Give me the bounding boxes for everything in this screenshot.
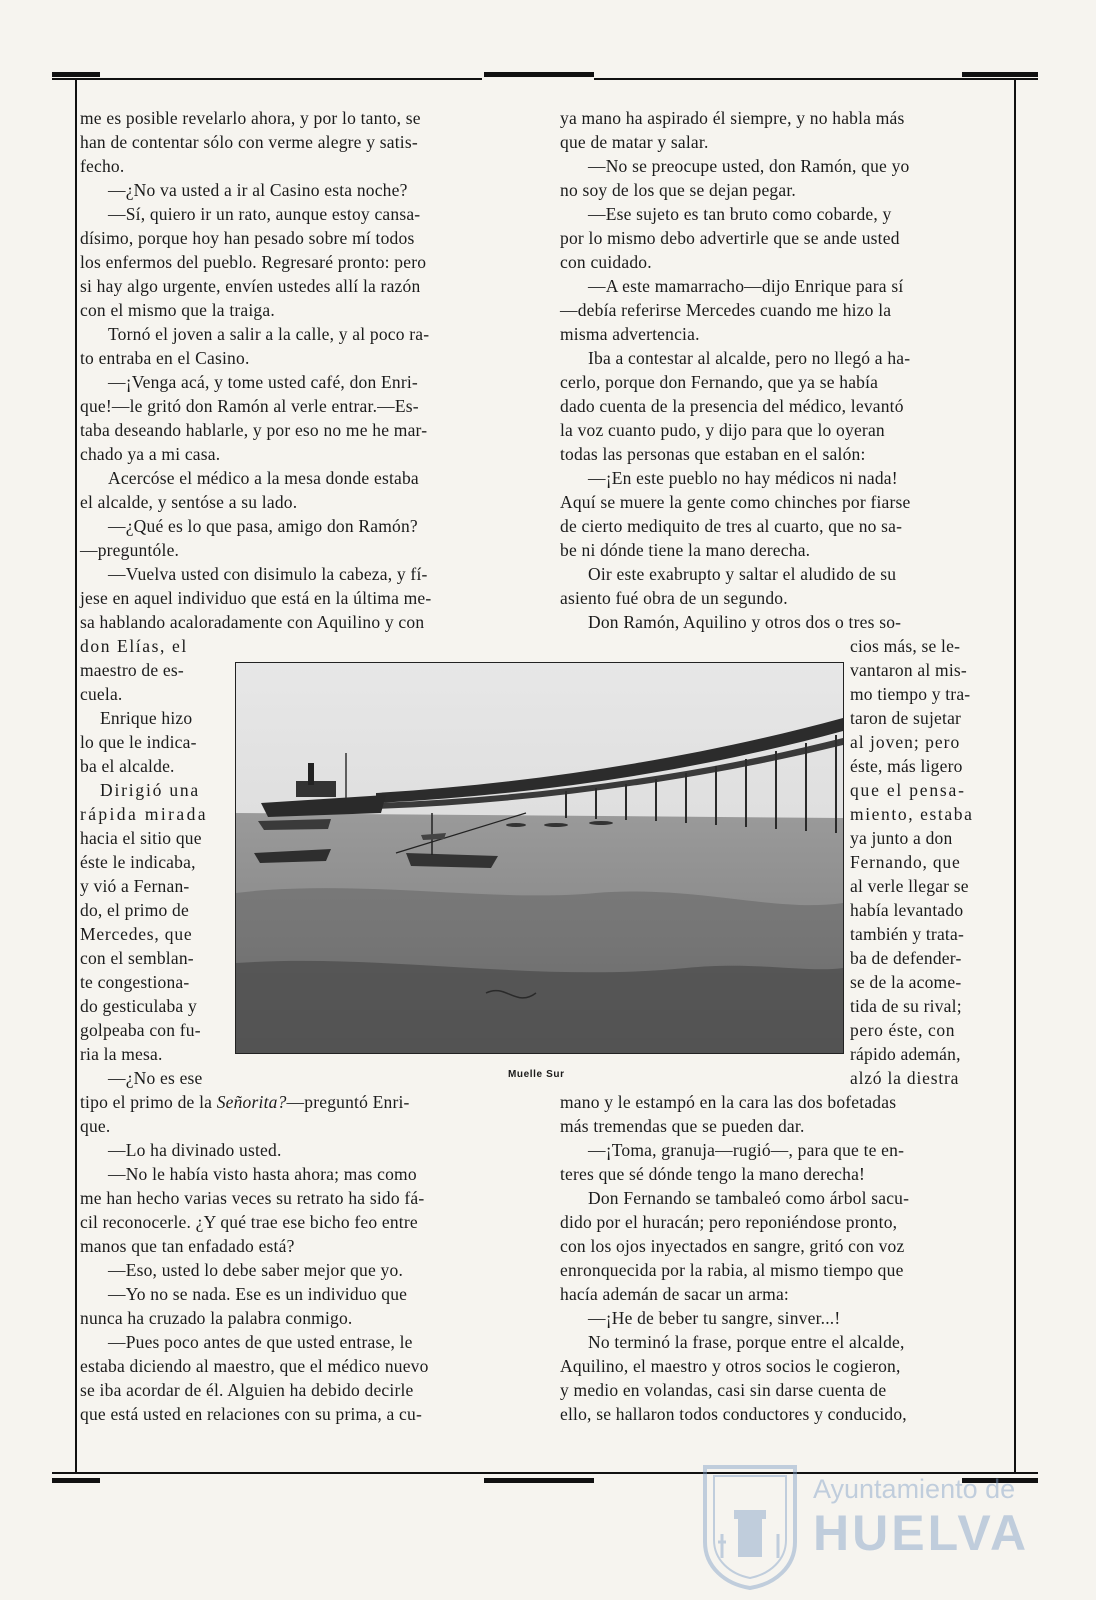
text-line: —Yo no se nada. Ese es un individuo que bbox=[108, 1284, 408, 1304]
top-rule-center bbox=[484, 72, 594, 77]
text-line: tida de su rival; bbox=[850, 996, 962, 1016]
text-line: por lo mismo debo advertirle que se ande usted bbox=[560, 228, 900, 248]
text-line: cerlo, porque don Fernando, que ya se había bbox=[560, 372, 879, 392]
text-line bbox=[80, 1090, 410, 1114]
text-line: los enfermos del pueblo. Regresaré pronto: pero bbox=[80, 252, 427, 272]
text-line: —No le había visto hasta ahora; mas como bbox=[108, 1164, 417, 1184]
text-line: ria la mesa. bbox=[80, 1044, 163, 1064]
text-line: al verle llegar se bbox=[850, 876, 969, 896]
text-line: Acercóse el médico a la mesa donde estaba bbox=[108, 468, 419, 488]
text-line: dado cuenta de la presencia del médico, levantó bbox=[560, 396, 904, 416]
text-line: con el mismo que la traiga. bbox=[80, 300, 275, 320]
text-line: que. bbox=[80, 1116, 111, 1136]
text-line: —¡He de beber tu sangre, sinver...! bbox=[588, 1308, 841, 1328]
text-line: se de la acome- bbox=[850, 972, 962, 992]
text-line: don Elías, el bbox=[80, 636, 188, 656]
text-line: Dirigió una bbox=[100, 780, 200, 800]
text-line: pero éste, con bbox=[850, 1020, 956, 1040]
text-line: si hay algo urgente, envíen ustedes allí la razón bbox=[80, 276, 421, 296]
text-line: —Eso, usted lo debe saber mejor que yo. bbox=[108, 1260, 404, 1280]
text-line: to entraba en el Casino. bbox=[80, 348, 250, 368]
text-line: Don Ramón, Aquilino y otros dos o tres so- bbox=[588, 612, 902, 632]
text-line: sa hablando acaloradamente con Aquilino y con bbox=[80, 612, 425, 632]
text-line: la voz cuanto pudo, y dijo para que lo oyeran bbox=[560, 420, 885, 440]
text-line: cios más, se le- bbox=[850, 636, 961, 656]
text-line: han de contentar sólo con verme alegre y satis- bbox=[80, 132, 418, 152]
text-line: estaba diciendo al maestro, que el médico nuevo bbox=[80, 1356, 429, 1376]
text-line: —Lo ha divinado usted. bbox=[108, 1140, 282, 1160]
text-line: con cuidado. bbox=[560, 252, 652, 272]
text-fragment-italic: Señorita? bbox=[216, 1092, 287, 1112]
text-line: Aquí se muere la gente como chinches por fiarse bbox=[560, 492, 911, 512]
text-line: éste le indicaba, bbox=[80, 852, 196, 872]
text-line: —A este mamarracho—dijo Enrique para sí bbox=[588, 276, 904, 296]
text-line: no soy de los que se dejan pegar. bbox=[560, 180, 796, 200]
top-rule-right-thin bbox=[594, 78, 1038, 80]
text-line: ello, se hallaron todos conductores y conducido, bbox=[560, 1404, 907, 1424]
text-line: —Ese sujeto es tan bruto como cobarde, y bbox=[588, 204, 892, 224]
text-line: el alcalde, y sentóse a su lado. bbox=[80, 492, 298, 512]
text-line: hacía ademán de sacar un arma: bbox=[560, 1284, 789, 1304]
text-line: ba el alcalde. bbox=[80, 756, 175, 776]
text-line: me han hecho varias veces su retrato ha sido fá- bbox=[80, 1188, 425, 1208]
text-line: —Pues poco antes de que usted entrase, le bbox=[108, 1332, 413, 1352]
text-line: más tremendas que se pueden dar. bbox=[560, 1116, 805, 1136]
top-rule-left bbox=[52, 72, 100, 77]
text-line: lo que le indica- bbox=[80, 732, 197, 752]
text-line: chado ya a mi casa. bbox=[80, 444, 221, 464]
text-line: ya junto a don bbox=[850, 828, 953, 848]
top-rule-right bbox=[962, 72, 1038, 77]
text-line: ba de defender- bbox=[850, 948, 962, 968]
text-line: se iba acordar de él. Alguien ha debido decirle bbox=[80, 1380, 414, 1400]
text-line: también y trata- bbox=[850, 924, 964, 944]
text-line: maestro de es- bbox=[80, 660, 184, 680]
text-line: que el pensa- bbox=[850, 780, 966, 800]
text-line: jese en aquel individuo que está en la última me- bbox=[80, 588, 432, 608]
text-line: Mercedes, que bbox=[80, 924, 193, 944]
text-line: enronquecida por la rabia, al mismo tiempo que bbox=[560, 1260, 904, 1280]
text-line: nunca ha cruzado la palabra conmigo. bbox=[80, 1308, 353, 1328]
text-line: fecho. bbox=[80, 156, 125, 176]
text-line: —¡Venga acá, y tome usted café, don Enri- bbox=[108, 372, 418, 392]
text-line: —Sí, quiero ir un rato, aunque estoy cansa- bbox=[108, 204, 421, 224]
text-line: dido por el huracán; pero reponiéndose pronto, bbox=[560, 1212, 898, 1232]
text-line: te congestiona- bbox=[80, 972, 190, 992]
text-line: cil reconocerle. ¿Y qué trae ese bicho feo entre bbox=[80, 1212, 418, 1232]
text-line: había levantado bbox=[850, 900, 964, 920]
text-line: golpeaba con fu- bbox=[80, 1020, 201, 1040]
text-line: be ni dónde tiene la mano derecha. bbox=[560, 540, 811, 560]
text-line: asiento fué obra de un segundo. bbox=[560, 588, 788, 608]
text-line: mano y le estampó en la cara las dos bofetadas bbox=[560, 1092, 897, 1112]
text-line: Oir este exabrupto y saltar el aludido de su bbox=[588, 564, 897, 584]
text-line: Tornó el joven a salir a la calle, y al poco ra- bbox=[108, 324, 430, 344]
top-rule-left-thin bbox=[52, 78, 482, 80]
text-line: mo tiempo y tra- bbox=[850, 684, 971, 704]
text-line: No terminó la frase, porque entre el alcalde, bbox=[588, 1332, 905, 1352]
text-line: alzó la diestra bbox=[850, 1068, 960, 1088]
ayuntamiento-watermark bbox=[700, 1462, 1030, 1592]
right-border bbox=[1014, 80, 1016, 1472]
text-line: taba deseando hablarle, y por eso no me he mar- bbox=[80, 420, 428, 440]
bottom-rule-left bbox=[52, 1478, 100, 1483]
text-line: ya mano ha aspirado él siempre, y no habla más bbox=[560, 108, 905, 128]
text-line: vantaron al mis- bbox=[850, 660, 967, 680]
text-line: —¿No es ese bbox=[108, 1068, 203, 1088]
text-line: —¡En este pueblo no hay médicos ni nada! bbox=[588, 468, 898, 488]
city-seal-icon bbox=[700, 1462, 800, 1590]
bottom-rule-center bbox=[484, 1478, 594, 1483]
text-line: Don Fernando se tambaleó como árbol sacu- bbox=[588, 1188, 910, 1208]
text-line: manos que tan enfadado está? bbox=[80, 1236, 295, 1256]
text-line: y vió a Fernan- bbox=[80, 876, 190, 896]
text-line: teres que sé dónde tengo la mano derecha! bbox=[560, 1164, 866, 1184]
text-line: miento, estaba bbox=[850, 804, 974, 824]
text-line: —¿Qué es lo que pasa, amigo don Ramón? bbox=[108, 516, 418, 536]
text-line: Iba a contestar al alcalde, pero no llegó a ha- bbox=[588, 348, 911, 368]
text-line: —¡Toma, granuja—rugió—, para que te en- bbox=[588, 1140, 905, 1160]
text-line: taron de sujetar bbox=[850, 708, 962, 728]
text-line: Enrique hizo bbox=[100, 708, 193, 728]
text-line: do, el primo de bbox=[80, 900, 189, 920]
text-line: me es posible revelarlo ahora, y por lo tanto, se bbox=[80, 108, 421, 128]
text-line: —Vuelva usted con disimulo la cabeza, y fí- bbox=[108, 564, 428, 584]
text-line: al joven; pero bbox=[850, 732, 961, 752]
text-line: y medio en volandas, casi sin darse cuenta de bbox=[560, 1380, 887, 1400]
text-line: dísimo, porque hoy han pesado sobre mí todos bbox=[80, 228, 415, 248]
text-line: Aquilino, el maestro y otros socios le cogieron, bbox=[560, 1356, 901, 1376]
harbor-photo bbox=[235, 662, 844, 1054]
watermark-line2: HUELVA bbox=[813, 1505, 1030, 1561]
text-line: rápido ademán, bbox=[850, 1044, 961, 1064]
text-line: misma advertencia. bbox=[560, 324, 700, 344]
text-line: que está usted en relaciones con su prima, a cu- bbox=[80, 1404, 422, 1424]
photo-caption: Muelle Sur bbox=[508, 1069, 565, 1080]
text-line: con los ojos inyectados en sangre, gritó con voz bbox=[560, 1236, 905, 1256]
text-line: —No se preocupe usted, don Ramón, que yo bbox=[588, 156, 910, 176]
text-line: rápida mirada bbox=[80, 804, 208, 824]
left-border bbox=[75, 80, 77, 1472]
text-line: que de matar y salar. bbox=[560, 132, 709, 152]
text-line: éste, más ligero bbox=[850, 756, 963, 776]
watermark-line1: Ayuntamiento de bbox=[813, 1474, 1016, 1504]
text-line: cuela. bbox=[80, 684, 123, 704]
text-line: con el semblan- bbox=[80, 948, 194, 968]
text-fragment: tipo el primo de la bbox=[80, 1092, 213, 1112]
text-line: do gesticulaba y bbox=[80, 996, 197, 1016]
text-line: —debía referirse Mercedes cuando me hizo la bbox=[560, 300, 892, 320]
text-line: —¿No va usted a ir al Casino esta noche? bbox=[108, 180, 408, 200]
text-line: todas las personas que estaban en el salón: bbox=[560, 444, 866, 464]
text-fragment: —preguntó Enri- bbox=[286, 1092, 410, 1112]
text-line: de cierto mediquito de tres al cuarto, que no sa- bbox=[560, 516, 903, 536]
text-line: que!—le gritó don Ramón al verle entrar.—Es- bbox=[80, 396, 419, 416]
text-line: hacia el sitio que bbox=[80, 828, 202, 848]
text-line: —preguntóle. bbox=[80, 540, 180, 560]
text-line: Fernando, que bbox=[850, 852, 961, 872]
